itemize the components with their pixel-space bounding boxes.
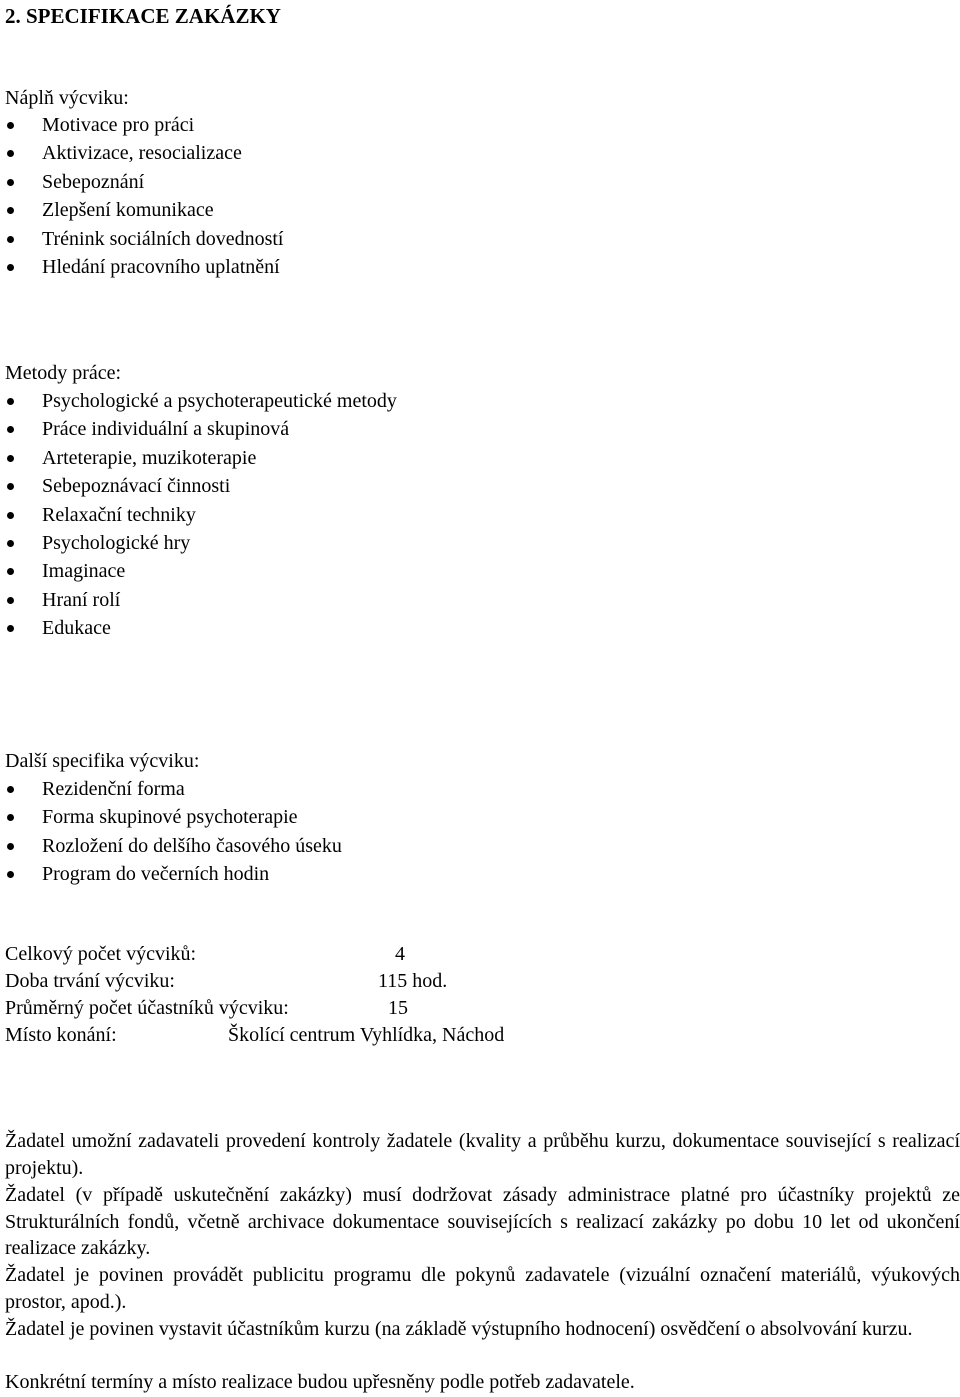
bullet-icon [7, 150, 14, 157]
fact-label-doba-trvani: Doba trvání výcviku: [5, 970, 175, 992]
bullet-icon [7, 122, 14, 129]
paragraph-terminy: Konkrétní termíny a místo realizace budou upřesněny podle potřeb zadavatele. [5, 1371, 635, 1393]
bullet-icon [7, 264, 14, 271]
section-title-napln: Náplň výcviku: [5, 87, 129, 109]
bullet-icon [7, 207, 14, 214]
fact-value-doba-trvani: 115 hod. [378, 970, 448, 992]
fact-value-pocet-vycviku: 4 [395, 943, 405, 965]
bullet-icon [7, 179, 14, 186]
fact-label-misto-konani: Místo konání: [5, 1024, 117, 1046]
bullet-icon [7, 540, 14, 547]
bullet-icon [7, 625, 14, 632]
bullet-icon [7, 786, 14, 793]
bullet-icon [7, 568, 14, 575]
bullet-icon [7, 426, 14, 433]
fact-value-pocet-ucastniku: 15 [388, 997, 408, 1019]
page-title: 2. SPECIFIKACE ZAKÁZKY [5, 4, 281, 28]
paragraph-publicita: Žadatel je povinen provádět publicitu programu dle pokynů zadavatele (vizuální označení materiálů, výukových prostor, apod.). [5, 1264, 960, 1313]
section-title-metody: Metody práce: [5, 362, 122, 384]
bullet-icon [7, 512, 14, 519]
bullet-icon [7, 455, 14, 462]
bullet-icon [7, 483, 14, 490]
bullet-icon [7, 814, 14, 821]
paragraph-administrace: Žadatel (v případě uskutečnění zakázky) musí dodržovat zásady administrace platné pro účastníky projektů ze Strukturálních fondů, včetně archivace dokumentace souvisejících s realizací zakázky po dobu 10 let od ukončení realizace zakázky. [5, 1184, 960, 1259]
bullet-icon [7, 398, 14, 405]
paragraph-kontrola: Žadatel umožní zadavateli provedení kontroly žadatele (kvality a průběhu kurzu, dokumentace související s realizací projektu). [5, 1130, 960, 1179]
fact-label-pocet-vycviku: Celkový počet výcviků: [5, 943, 197, 965]
paragraph-osvedceni: Žadatel je povinen vystavit účastníkům kurzu (na základě výstupního hodnocení) osvědčení o absolvování kurzu. [5, 1318, 913, 1340]
bullet-icon [7, 843, 14, 850]
bullet-icon [7, 236, 14, 243]
fact-label-pocet-ucastniku: Průměrný počet účastníků výcviku: [5, 997, 289, 1019]
bullet-icon [7, 871, 14, 878]
fact-value-misto-konani: Školící centrum Vyhlídka, Náchod [228, 1024, 505, 1046]
section-title-specifika: Další specifika výcviku: [5, 750, 200, 772]
bullet-icon [7, 597, 14, 604]
